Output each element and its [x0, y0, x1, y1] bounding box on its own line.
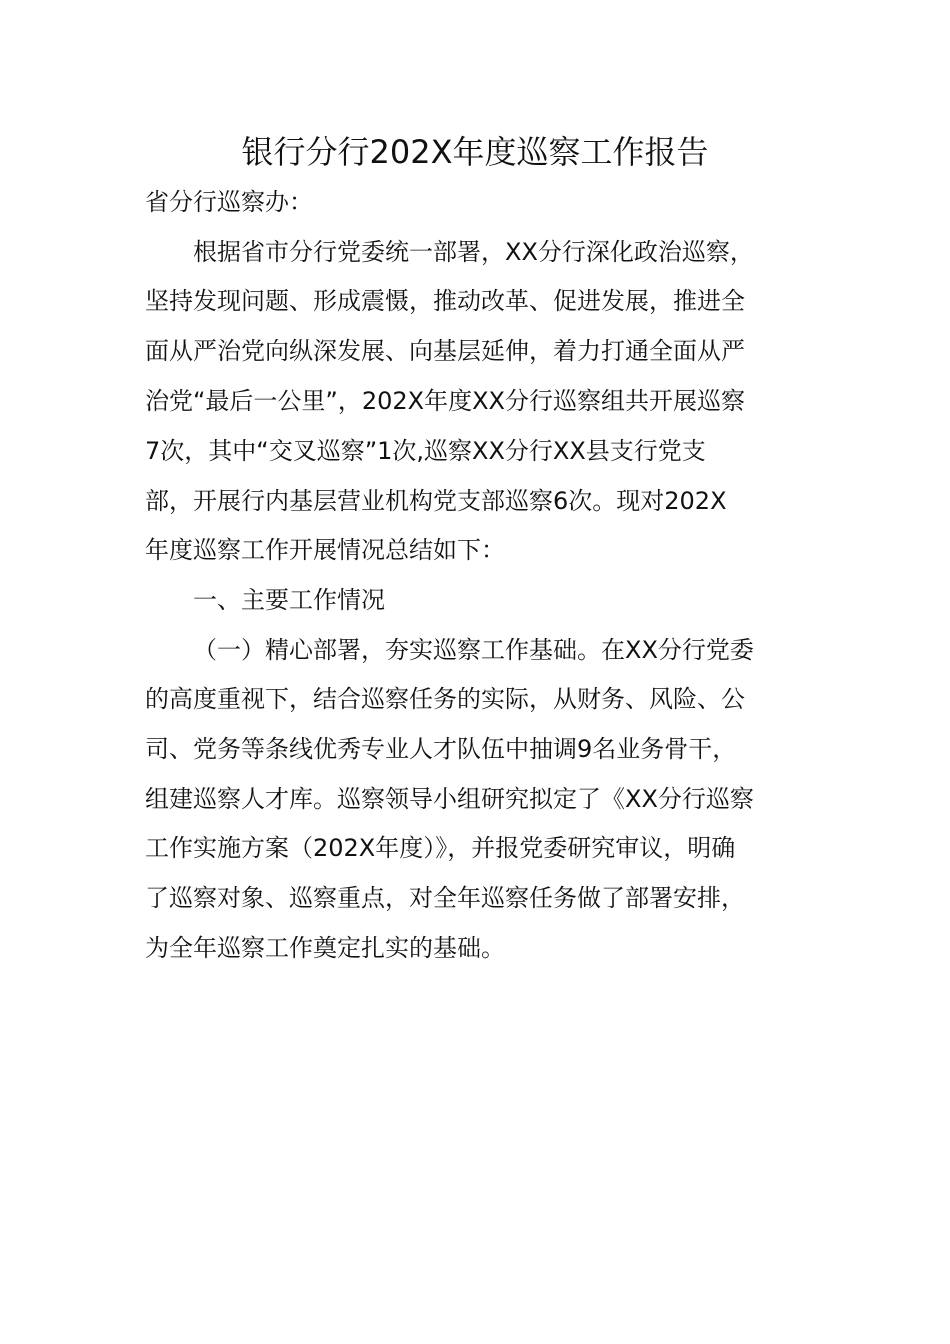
section-heading-1: 一、主要工作情况 [193, 586, 385, 614]
subsection-line-6: 了巡察对象、巡察重点，对全年巡察任务做了部署安排， [145, 884, 745, 912]
salutation: 省分行巡察办： [145, 188, 313, 216]
subsection-line-7: 为全年巡察工作奠定扎实的基础。 [145, 934, 505, 962]
body-line-7: 年度巡察工作开展情况总结如下： [145, 536, 505, 564]
document-title: 银行分行202X年度巡察工作报告 [241, 133, 709, 171]
subsection-line-4: 组建巡察人才库。巡察领导小组研究拟定了《XX分行巡察 [145, 785, 754, 813]
subsection-line-2: 的高度重视下，结合巡察任务的实际，从财务、风险、公 [145, 685, 745, 713]
body-line-6: 部，开展行内基层营业机构党支部巡察6次。现对202X [145, 487, 727, 515]
body-line-3: 面从严治党向纵深发展、向基层延伸，着力打通全面从严 [145, 337, 745, 365]
body-line-5: 7次，其中“交叉巡察”1次,巡察XX分行XX县支行党支 [145, 437, 706, 465]
body-line-2: 坚持发现问题、形成震慑，推动改革、促进发展，推进全 [145, 287, 745, 315]
subsection-line-3: 司、党务等条线优秀专业人才队伍中抽调9名业务骨干， [145, 735, 737, 763]
body-line-4: 治党“最后一公里”，202X年度XX分行巡察组共开展巡察 [145, 387, 745, 415]
subsection-line-5: 工作实施方案（202X年度）》，并报党委研究审议，明确 [145, 834, 736, 862]
subsection-line-1: （一）精心部署，夯实巡察工作基础。在XX分行党委 [193, 636, 754, 664]
body-line-1: 根据省市分行党委统一部署，XX分行深化政治巡察， [193, 238, 754, 266]
